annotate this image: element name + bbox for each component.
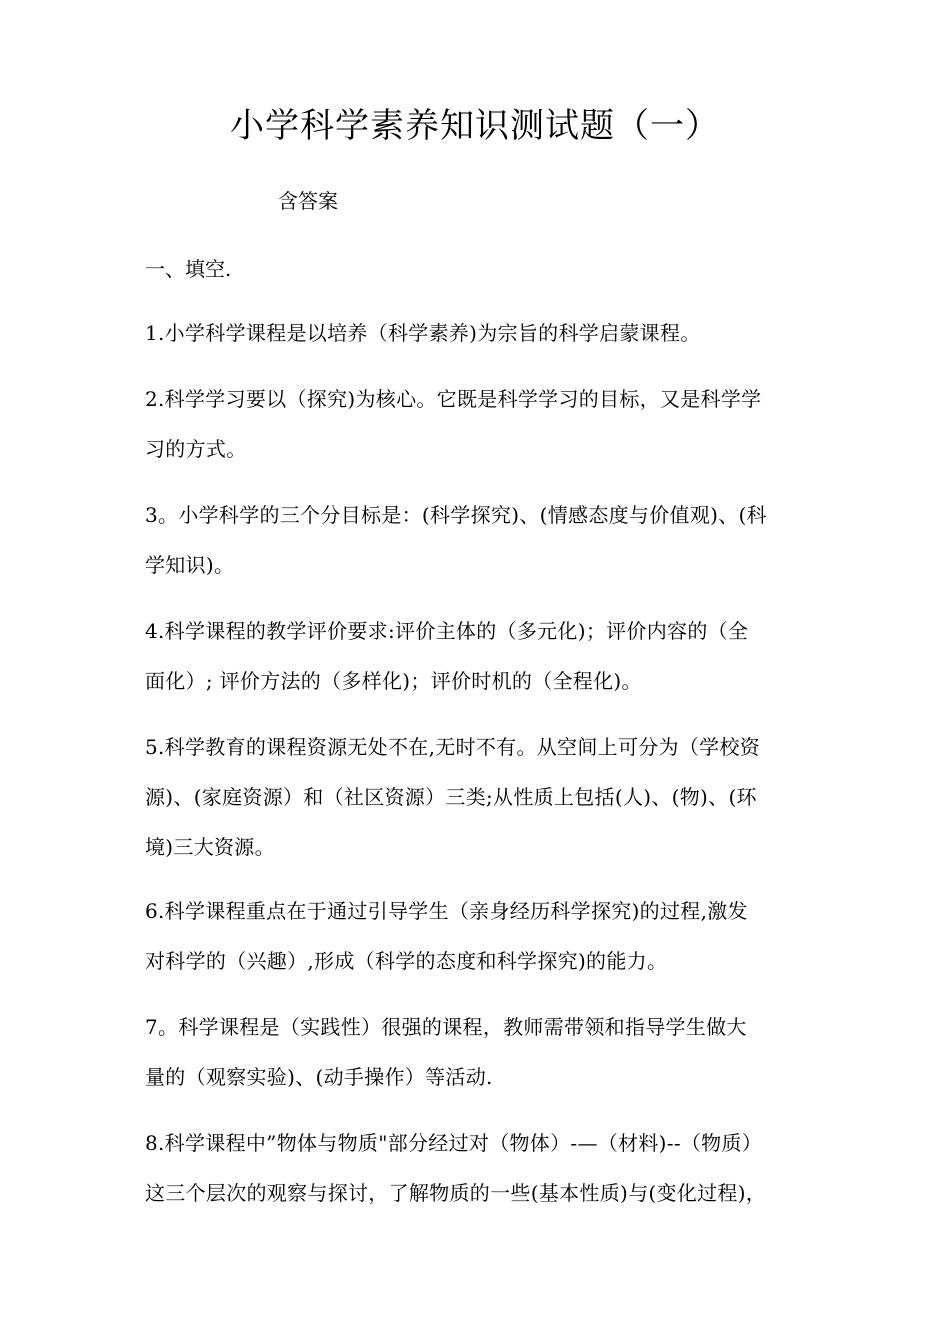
- question-6: [145, 886, 810, 986]
- question-line: 习的方式。: [145, 437, 247, 461]
- question-3: [145, 490, 810, 590]
- section-heading: 一、填空.: [145, 257, 232, 281]
- question-line: 7。科学课程是（实践性）很强的课程，教师需带领和指导学生做大: [145, 1015, 747, 1039]
- question-line: 3。小学科学的三个分目标是：(科学探究)、(情感态度与价值观)、(科: [145, 503, 767, 527]
- question-5: [145, 722, 810, 872]
- question-line: 面化）; 评价方法的（多样化)；评价时机的（全程化)。: [145, 669, 642, 693]
- question-line: 对科学的（兴趣）,形成（科学的态度和科学探究)的能力。: [145, 949, 668, 973]
- question-line: 这三个层次的观察与探讨，了解物质的一些(基本性质)与(变化过程)，: [145, 1181, 767, 1205]
- question-line: 8.科学课程中”物体与物质"部分经过对（物体）-—（材料)--（物质）: [145, 1131, 763, 1155]
- question-8: [145, 1118, 810, 1218]
- document-title: 小学科学素养知识测试题（一）: [230, 106, 720, 146]
- question-7: [145, 1002, 810, 1102]
- question-line: 境)三大资源。: [145, 835, 275, 859]
- question-line: 4.科学课程的教学评价要求:评价主体的（多元化)；评价内容的（全: [145, 619, 749, 643]
- question-line: 2.科学学习要以（探究)为核心。它既是科学学习的目标，又是科学学: [145, 387, 762, 411]
- document-subtitle: 含答案: [278, 189, 338, 213]
- question-line: 量的（观察实验)、(动手操作）等活动.: [145, 1065, 493, 1089]
- question-line: 源)、(家庭资源）和（社区资源）三类;从性质上包括(人)、(物)、(环: [145, 785, 757, 809]
- question-line: 5.科学教育的课程资源无处不在,无时不有。从空间上可分为（学校资: [145, 735, 761, 759]
- question-1: [145, 308, 810, 358]
- question-line: 6.科学课程重点在于通过引导学生（亲身经历科学探究)的过程,激发: [145, 899, 748, 923]
- question-4: [145, 606, 810, 706]
- question-line: 1.小学科学课程是以培养（科学素养)为宗旨的科学启蒙课程。: [145, 321, 701, 345]
- question-line: 学知识)。: [145, 553, 235, 577]
- question-2: [145, 374, 810, 474]
